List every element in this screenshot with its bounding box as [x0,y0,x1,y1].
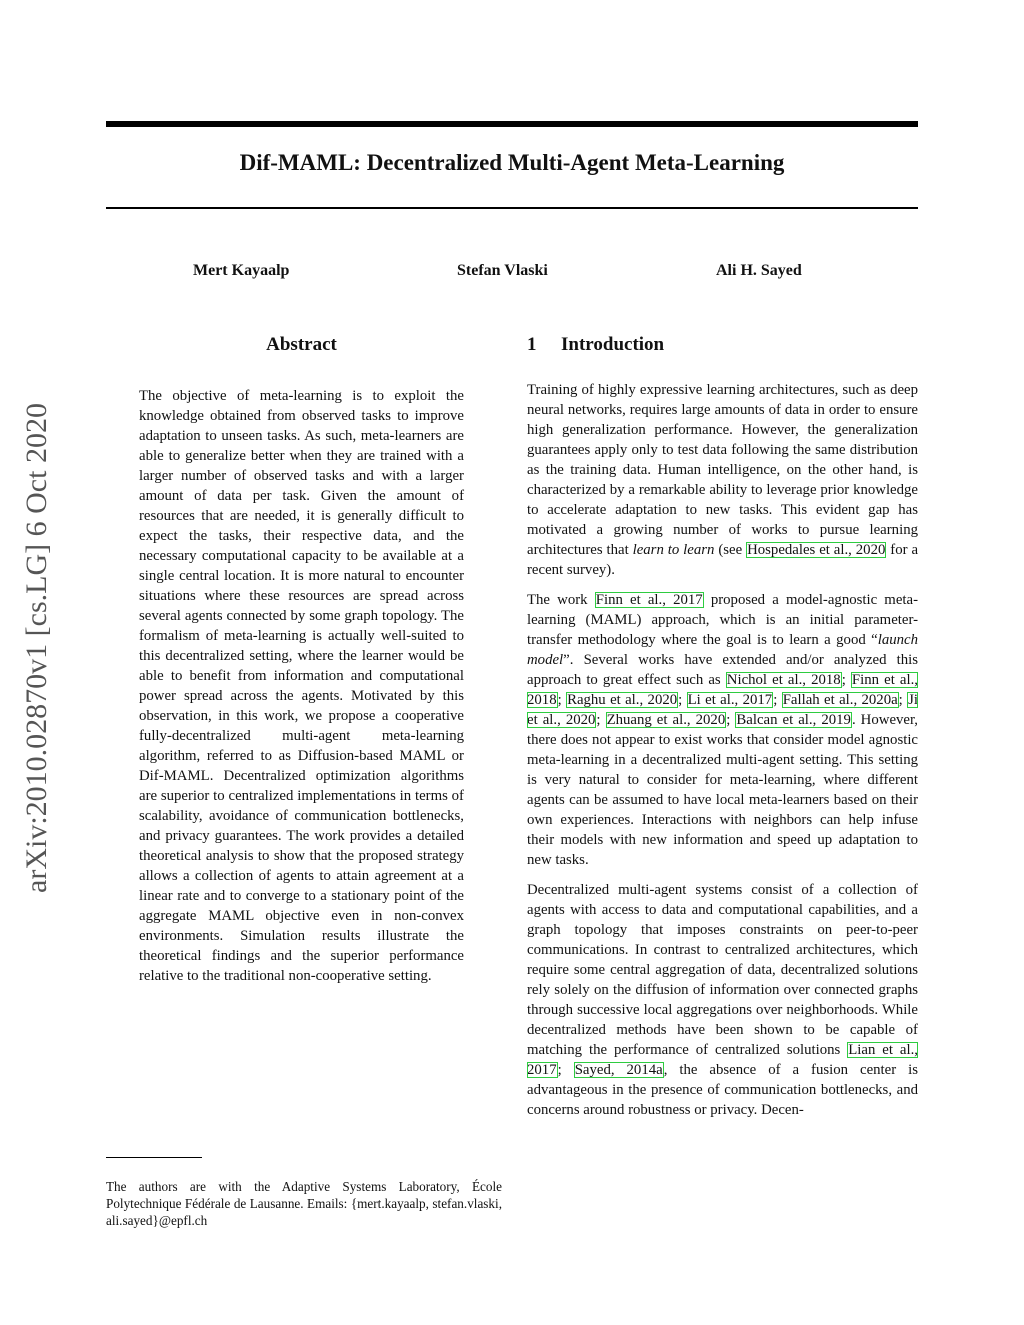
author-name: Mert Kayaalp [193,262,290,279]
citation-link[interactable]: Fallah et al., 2020a [782,692,898,708]
citation-link[interactable]: Sayed, 2014a [574,1062,663,1078]
citation-link[interactable]: Zhuang et al., 2020 [606,712,726,728]
citation-link[interactable]: Li et al., 2017 [687,692,773,708]
citation-link[interactable]: Nichol et al., 2018 [726,672,841,688]
citation-link[interactable]: Finn et al., 2017 [595,592,703,608]
paragraph: The work Finn et al., 2017 proposed a model-agnostic meta-learning (MAML) approach, which is an initial parameter-transfer methodology where the goal is to learn a good “launch model”. Several works have extended and/or analyzed this approach to great effect such as Nichol et al., 2018; Finn et al., 2018; Raghu et al., 2020; Li et al., 2017; Fallah et al., 2020a; Ji et al., 2020; Zhuang et al., 2020; Balcan et al., 2019. However, there does not appear to exist works that consider model agnostic meta-learning in a decentralized multi-agent setting. This setting is very natural to consider for meta-learning, where different agents can be assumed to have local meta-learners based on their own experiences. Interactions with neighbors can help infuse their models with new information and speed up adaptation to new tasks. [527,592,919,868]
text-run: proposed a model-agnostic meta-learning (MAML) approach, which is an initial parameter-transfer methodology where the goal is to learn a good “ [527,592,918,648]
paper-title: Dif-MAML: Decentralized Multi-Agent Meta-Learning [239,150,785,175]
text-run: . However, there does not appear to exist works that consider model agnostic meta-learning in a decentralized multi-agent setting. This setting is very natural to consider for meta-learning, where different agents can be assumed to have local meta-learners based on their own experiences. Interactions with neighbors can help infuse their models with new information and speed up adaptation to new tasks. [527,712,919,868]
section-number: 1 [527,334,537,355]
text-run: The work [527,592,588,608]
footnote-rule [106,1157,202,1158]
paragraph: Decentralized multi-agent systems consist of a collection of agents with access to data and computational capabilities, and a graph topology that imposes constraints on peer-to-peer communications. In contrast to centralized architectures, which require some central aggregation of data, decentralized solutions rely solely on the diffusion of information over connected graphs through successive local aggregations over neighborhoods. While decentralized methods have been shown to be capable of matching the performance of centralized solutions Lian et al., 2017; Sayed, 2014a, the absence of a fusion center is advantageous in the presence of communication bottlenecks, and concerns around robustness or privacy. Decen- [527,882,918,1118]
citation-link[interactable]: Lian et al., 2017 [527,1042,918,1078]
text-run: (see [718,542,743,558]
paragraph [527,380,918,580]
text-run: for a recent survey). [527,542,919,578]
text-run: , the absence of a fusion center is advantageous in the presence of communication bottlenecks, and concerns around robustness or privacy. Decen- [527,1062,918,1118]
title-bottom-rule [106,207,918,209]
citation-link[interactable]: Hospedales et al., 2020 [747,542,886,558]
citation-link[interactable]: Finn et al., 2018 [527,672,918,708]
title-top-rule [106,121,918,127]
text-run: Training of highly expressive learning architectures, such as deep neural networks, requires large amounts of data in order to ensure high generalization performance. However, the generalization guarantees apply only to test data following the same distribution as the training data. Human intelligence, on the other hand, is characterized by a remarkable ability to leverage prior knowledge to accelerate adaptation to new tasks. This evident gap has motivated a growing number of works to pursue learning architectures that [527,382,918,558]
arxiv-identifier: arXiv:2010.02870v1 [cs.LG] 6 Oct 2020 [20,403,53,893]
abstract-heading: Abstract [266,334,337,355]
emphasis-text: learn to learn [632,542,715,558]
arxiv-sidebar [14,368,60,928]
introduction-body [527,380,918,1130]
footnote: The authors are with the Adaptive Systems Laboratory, École Polytechnique Fédérale de Lausanne. Emails: {mert.kayaalp, stefan.vlaski, ali.sayed}@epfl.ch [106,1179,502,1228]
author-name: Stefan Vlaski [457,262,548,279]
emphasis-text: launch model [527,632,918,668]
abstract-body: The objective of meta-learning is to exploit the knowledge obtained from observed tasks to improve adaptation to unseen tasks. As such, meta-learners are able to generalize better when they are trained with a larger number of observed tasks and with a larger amount of data per task. Given the amount of resources that are needed, it is generally difficult to expect the tasks, their respective data, and the necessary computational capacity to be available at a single central location. It is more natural to encounter situations where these resources are spread across several agents connected by some graph topology. The formalism of meta-learning is actually well-suited to this decentralized setting, where the learner would be able to benefit from information and computational power spread across the agents. Motivated by this observation, in this work, we propose a cooperative fully-decentralized multi-agent meta-learning algorithm, referred to as Diffusion-based MAML or Dif-MAML. Decentralized optimization algorithms are superior to centralized implementations in terms of scalability, avoidance of communication bottlenecks, and privacy guarantees. The work provides a detailed theoretical analysis to show that the proposed strategy allows a collection of agents to attain agreement at a linear rate and to converge to a stationary point of the aggregate MAML objective even in non-convex environments. Simulation results illustrate the theoretical findings and the superior performance relative to the traditional non-cooperative setting. [139,388,464,984]
citation-link[interactable]: Ji et al., 2020 [527,692,919,728]
citation-link[interactable]: Raghu et al., 2020 [567,692,678,708]
section-heading-introduction [527,334,664,356]
text-run: Decentralized multi-agent systems consist of a collection of agents with access to data and computational capabilities, and a graph topology that imposes constraints on peer-to-peer communications. In contrast to centralized architectures, which require some central aggregation of data, decentralized solutions rely solely on the diffusion of information over connected graphs through successive local aggregations over neighborhoods. While decentralized methods have been shown to be capable of matching the performance of centralized solutions [527,882,918,1058]
citation-link[interactable]: Balcan et al., 2019 [736,712,851,728]
section-title: Introduction [561,334,665,355]
author-name: Ali H. Sayed [716,262,802,279]
text-run: ”. Several works have extended and/or analyzed this approach to great effect such as [527,652,918,688]
